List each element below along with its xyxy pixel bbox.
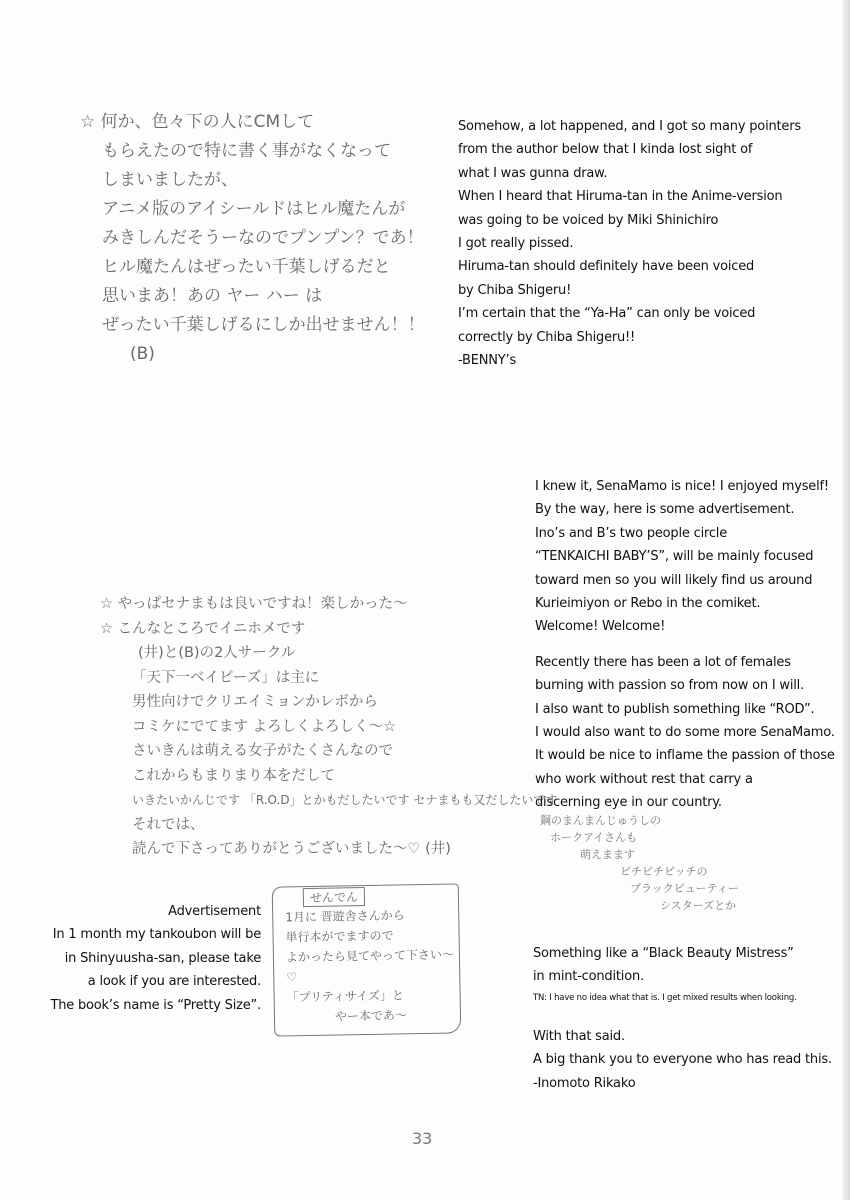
handwritten-line: 読んで下さってありがとうございました〜♡ (井) — [132, 841, 451, 857]
handwritten-signature-b: (B) — [130, 344, 155, 364]
text-line: from the author below that I kinda lost sight of — [458, 142, 753, 158]
handwritten-line: もらえたので特に書く事がなくなって — [102, 141, 391, 161]
handwritten-line: (井)と(B)の2人サークル — [138, 645, 296, 661]
text-line: Recently there has been a lot of females — [535, 654, 791, 670]
text-line: correctly by Chiba Shigeru!! — [458, 329, 636, 345]
translation-ino — [535, 475, 835, 815]
handwritten-line: 鋼のまんまんじゅうしの — [540, 814, 661, 827]
text-line: The book’s name is “Pretty Size”. — [50, 997, 261, 1013]
handwritten-line: ☆ こんなところでイニホメです — [100, 620, 306, 637]
text-line: a look if you are interested. — [87, 974, 261, 990]
handwritten-line: それでは、 — [132, 816, 205, 833]
handwritten-ad-box — [272, 883, 462, 1036]
text-line: in mint-condition. — [533, 969, 644, 985]
handwritten-diagonal-note — [420, 812, 739, 914]
text-line: who work without rest that carry a — [535, 771, 753, 787]
translation-ino-closing — [533, 942, 832, 1095]
text-line: By the way, here is some advertisement. — [535, 502, 795, 518]
text-line: burning with passion so from now on I will. — [535, 678, 804, 694]
handwritten-line: ☆ 何か、色々下の人にCMして — [80, 112, 315, 132]
handwritten-line: コミケにでてます よろしくよろしく〜☆ — [132, 718, 397, 735]
ad-box-title: せんでん — [303, 887, 365, 907]
handwritten-line: ヒル魔たんはぜったい千葉しげるだと — [102, 257, 391, 277]
translation-advertisement — [40, 900, 261, 1017]
handwritten-note-benny — [80, 108, 425, 369]
text-line: in Shinyuusha-san, please take — [64, 950, 261, 966]
text-line: It would be nice to inflame the passion of those — [535, 748, 835, 764]
text-line: Ino’s and B’s two people circle — [535, 525, 727, 541]
text-line: by Chiba Shigeru! — [458, 282, 572, 298]
text-line: Hiruma-tan should definitely have been voiced — [458, 259, 755, 275]
handwritten-line: ピチピチピッチの — [620, 865, 708, 878]
handwritten-line: さいきんは萌える女子がたくさんなので — [132, 743, 393, 759]
text-line: When I heard that Hiruma-tan in the Anime-version — [458, 189, 783, 205]
text-line: I would also want to do some more SenaMamo. — [535, 725, 835, 741]
translator-note: TN: I have no idea what that is. I get mixed results when looking. — [533, 992, 797, 1003]
text-line: I got really pissed. — [458, 236, 574, 252]
text-line: “TENKAICHI BABY’S”, will be mainly focused — [535, 549, 814, 565]
text-line: I’m certain that the “Ya-Ha” can only be voiced — [458, 306, 756, 322]
handwritten-line: アニメ版のアイシールドはヒル魔たんが — [102, 199, 406, 219]
author-signature: -BENNY’s — [458, 353, 517, 369]
handwritten-line: ☆ やっぱセナまもは良いですね！楽しかった〜 — [100, 596, 408, 612]
text-line: Kurieimiyon or Rebo in the comiket. — [535, 596, 761, 612]
handwritten-line: 単行本がでますので — [285, 928, 394, 945]
text-line: toward men so you will likely find us around — [535, 572, 813, 588]
handwritten-line: ぜったい千葉しげるにしか出せません！！ — [102, 315, 425, 335]
handwritten-line: しまいましたが、 — [102, 170, 238, 190]
handwritten-line: やー本であ〜 — [334, 1008, 408, 1024]
page-number: 33 — [412, 1129, 433, 1148]
text-line: In 1 month my tankoubon will be — [52, 927, 261, 943]
handwritten-line: 萌えまます — [580, 848, 635, 861]
translation-benny — [458, 115, 801, 372]
text-line: Welcome! Welcome! — [535, 619, 666, 635]
handwritten-line: いきたいかんじです 「R.O.D」とかもだしたいです セナまもも又だしたいです — [132, 793, 558, 807]
advertisement-heading: Advertisement — [168, 904, 261, 919]
handwritten-line: みきしんだそうーなのでプンプン？であ！ — [102, 228, 424, 248]
handwritten-line: これからもまりまり本をだして — [132, 767, 335, 784]
handwritten-line: ブラックビューティー — [630, 882, 739, 895]
author-signature: -Inomoto Rikako — [533, 1075, 636, 1091]
text-line: discerning eye in our country. — [535, 795, 722, 811]
text-line: I knew it, SenaMamo is nice! I enjoyed myself! — [535, 479, 829, 494]
text-line: Something like a “Black Beauty Mistress” — [533, 946, 794, 961]
text-line: I also want to publish something like “ROD”. — [535, 701, 815, 717]
handwritten-line: 「プリティサイズ」と — [286, 988, 405, 1005]
text-line: Somehow, a lot happened, and I got so many pointers — [458, 119, 801, 134]
text-line: what I was gunna draw. — [458, 165, 608, 181]
handwritten-line: 「天下一ベイビーズ」は主に — [132, 669, 320, 686]
text-line: A big thank you to everyone who has read this. — [533, 1052, 832, 1068]
handwritten-line: 男性向けでクリエイミョンかレボから — [132, 694, 378, 710]
handwritten-line: シスターズとか — [660, 899, 737, 912]
handwritten-line: ホークアイさんも — [550, 831, 638, 844]
handwritten-line: 1月に 晋遊舎さんから — [285, 908, 405, 925]
text-line: was going to be voiced by Miki Shinichiro — [458, 212, 719, 228]
handwritten-line: よかったら見てやって下さい〜♡ — [285, 947, 455, 985]
text-line: With that said. — [533, 1028, 625, 1044]
page-edge-shadow — [842, 0, 850, 1200]
handwritten-line: 思いまあ！あの ヤー ハー は — [102, 286, 323, 306]
